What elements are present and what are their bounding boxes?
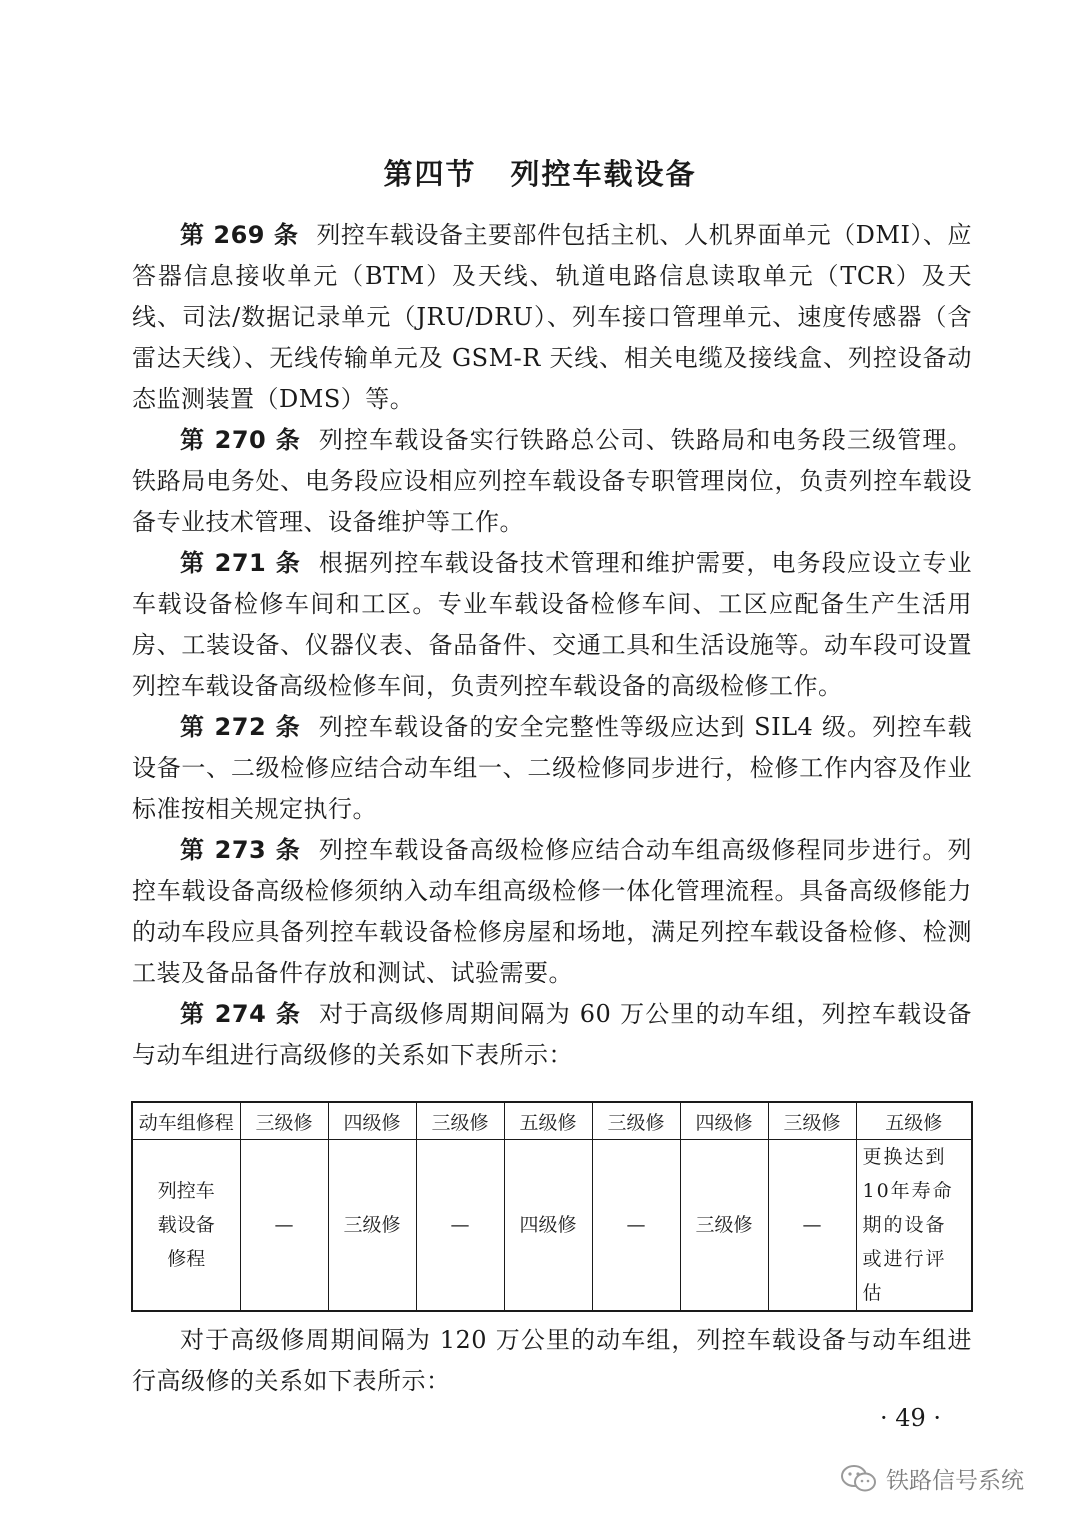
table-cell: —	[768, 1140, 856, 1312]
article-label: 第 270 条	[180, 426, 301, 454]
table-header-cell: 三级修	[240, 1102, 328, 1140]
watermark-text: 铁路信号系统	[886, 1468, 1024, 1494]
article-270	[132, 420, 972, 543]
table-header-cell: 三级修	[768, 1102, 856, 1140]
wechat-icon	[840, 1464, 878, 1494]
table-row	[132, 1140, 972, 1312]
article-label: 第 269 条	[180, 221, 299, 249]
article-text: 列控车载设备实行铁路总公司、铁路局和电务段三级管理。铁路局电务处、电务段应设相应列控车载设备专职管理岗位，负责列控车载设备专业技术管理、设备维护等工作。	[132, 426, 972, 536]
article-272	[132, 707, 972, 830]
table-cell: 三级修	[328, 1140, 416, 1312]
section-title	[0, 152, 1080, 193]
table-header-cell: 三级修	[416, 1102, 504, 1140]
table-header-cell: 五级修	[856, 1102, 972, 1140]
table-header-row	[132, 1102, 972, 1140]
table-header-cell: 五级修	[504, 1102, 592, 1140]
maintenance-relation-table	[131, 1101, 973, 1312]
watermark	[840, 1462, 1024, 1495]
article-text: 列控车载设备高级检修应结合动车组高级修程同步进行。列控车载设备高级检修须纳入动车组高级检修一体化管理流程。具备高级修能力的动车段应具备列控车载设备检修房屋和场地，满足列控车载设备检修、检测工装及备品备件存放和测试、试验需要。	[132, 836, 972, 987]
after-table-paragraph	[132, 1320, 972, 1402]
paragraph-text: 对于高级修周期间隔为 120 万公里的动车组，列控车载设备与动车组进行高级修的关系如下表所示：	[132, 1326, 972, 1395]
section-name: 列控车载设备	[510, 157, 697, 191]
section-number: 第四节	[383, 157, 477, 191]
article-274	[132, 994, 972, 1076]
table-cell: 更换达到10年寿命期的设备或进行评估	[856, 1140, 972, 1312]
article-text: 对于高级修周期间隔为 60 万公里的动车组，列控车载设备与动车组进行高级修的关系如下表所示：	[132, 1000, 973, 1069]
table-cell: —	[592, 1140, 680, 1312]
table-header-cell: 四级修	[328, 1102, 416, 1140]
table-cell: —	[240, 1140, 328, 1312]
table-header-cell: 四级修	[680, 1102, 768, 1140]
table-cell: 四级修	[504, 1140, 592, 1312]
article-269	[132, 215, 972, 420]
article-text: 根据列控车载设备技术管理和维护需要，电务段应设立专业车载设备检修车间和工区。专业车载设备检修车间、工区应配备生产生活用房、工装设备、仪器仪表、备品备件、交通工具和生活设施等。动车段可设置列控车载设备高级检修车间，负责列控车载设备的高级检修工作。	[132, 549, 972, 700]
article-label: 第 273 条	[180, 836, 301, 864]
article-text: 列控车载设备主要部件包括主机、人机界面单元（DMI）、应答器信息接收单元（BTM）及天线、轨道电路信息读取单元（TCR）及天线、司法/数据记录单元（JRU/DRU）、列车接口管理单元、速度传感器（含雷达天线）、无线传输单元及 GSM-R 天线、相关电缆及接线盒、列控设备动态监测装置（DMS）等。	[132, 221, 973, 413]
page-number: · 49 ·	[880, 1404, 942, 1432]
table-cell: —	[416, 1140, 504, 1312]
article-label: 第 271 条	[180, 549, 301, 577]
table-cell: 三级修	[680, 1140, 768, 1312]
article-list	[132, 215, 972, 1076]
article-label: 第 272 条	[180, 713, 301, 741]
article-271	[132, 543, 972, 707]
article-273	[132, 830, 972, 994]
table-cell: 列控车载设备修程	[132, 1140, 240, 1312]
article-text: 列控车载设备的安全完整性等级应达到 SIL4 级。列控车载设备一、二级检修应结合动车组一、二级检修同步进行，检修工作内容及作业标准按相关规定执行。	[132, 713, 973, 823]
table-header-cell: 动车组修程	[132, 1102, 240, 1140]
table-header-cell: 三级修	[592, 1102, 680, 1140]
article-label: 第 274 条	[180, 1000, 302, 1028]
